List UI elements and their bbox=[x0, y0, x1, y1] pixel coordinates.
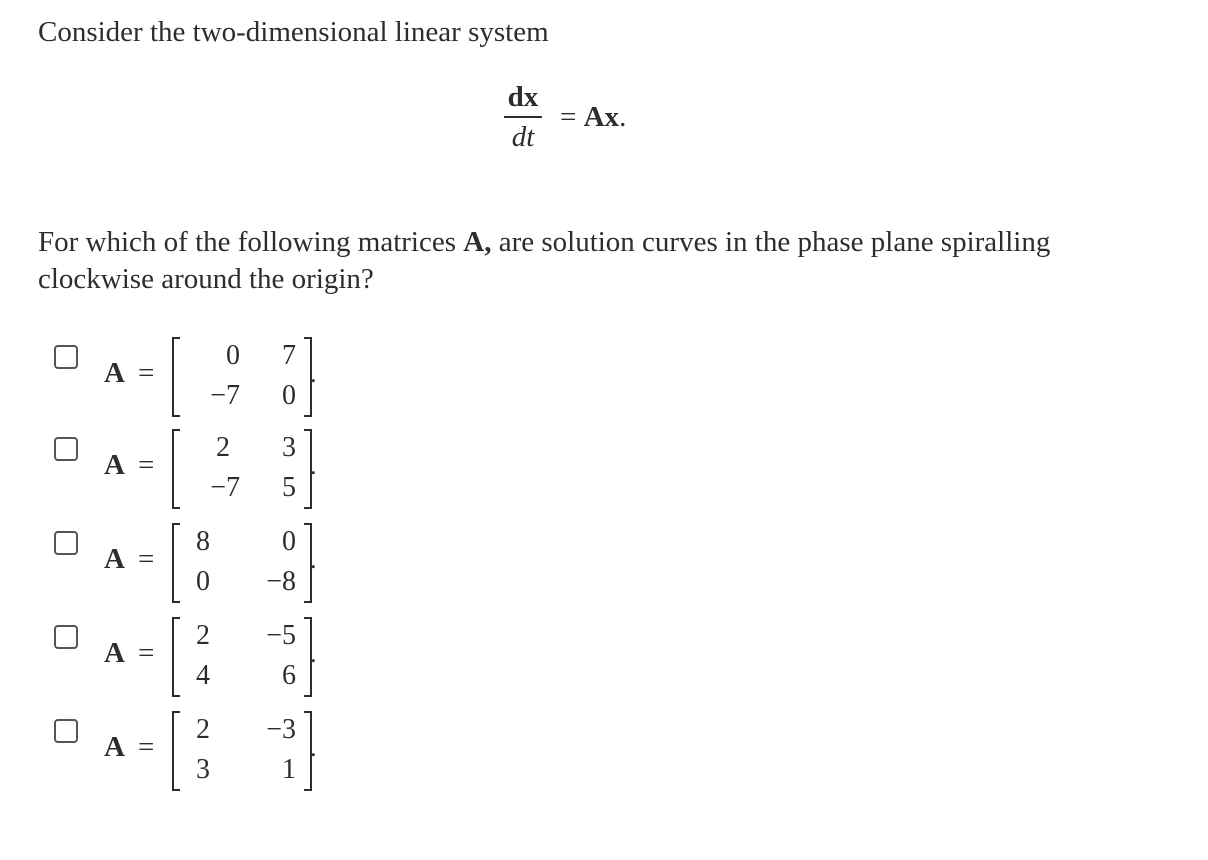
option-4-label: A bbox=[104, 637, 125, 669]
option-5-checkbox[interactable] bbox=[54, 719, 78, 743]
matrix-cell-11: 0 bbox=[226, 340, 240, 371]
option-4-period: . bbox=[310, 639, 317, 668]
option-3-label: A bbox=[104, 543, 125, 575]
fraction-bar bbox=[504, 116, 542, 118]
option-2-period: . bbox=[310, 451, 317, 480]
option-4-equals: = bbox=[138, 637, 155, 669]
option-3-period: . bbox=[310, 545, 317, 574]
option-3-matrix bbox=[172, 523, 312, 605]
question-bold-matrix: A, bbox=[463, 226, 492, 258]
option-2-label: A bbox=[104, 449, 125, 481]
question-part-1: For which of the following matrices bbox=[38, 226, 464, 258]
intro-text: Consider the two-dimensional linear system bbox=[38, 16, 549, 48]
matrix-cell-12: 0 bbox=[282, 526, 296, 557]
rhs-expression: Ax bbox=[583, 100, 620, 133]
equals-sign: = bbox=[560, 100, 577, 133]
option-5-label: A bbox=[104, 731, 125, 763]
question-text bbox=[38, 224, 1158, 298]
option-5-period: . bbox=[310, 733, 317, 762]
matrix-cell-22: 6 bbox=[282, 660, 296, 691]
matrix-cell-22: 0 bbox=[282, 380, 296, 411]
matrix-cell-11: 2 bbox=[196, 620, 210, 651]
option-1-checkbox[interactable] bbox=[54, 345, 78, 369]
equation-rhs bbox=[560, 101, 626, 134]
option-4-matrix bbox=[172, 617, 312, 699]
option-1-label: A bbox=[104, 357, 125, 389]
matrix-cell-22: −8 bbox=[266, 566, 296, 597]
matrix-cell-21: −7 bbox=[210, 472, 240, 503]
matrix-cell-12: −3 bbox=[266, 714, 296, 745]
option-2-checkbox[interactable] bbox=[54, 437, 78, 461]
rhs-period: . bbox=[619, 100, 627, 133]
matrix-cell-21: 3 bbox=[196, 754, 210, 785]
matrix-cell-22: 1 bbox=[282, 754, 296, 785]
option-1-period: . bbox=[310, 359, 317, 388]
matrix-cell-12: 7 bbox=[282, 340, 296, 371]
option-2-equals: = bbox=[138, 449, 155, 481]
fraction-denominator: dt bbox=[511, 121, 535, 153]
matrix-left-bracket bbox=[172, 429, 180, 509]
option-3-equals: = bbox=[138, 543, 155, 575]
matrix-cell-12: 3 bbox=[282, 432, 296, 463]
option-4-checkbox[interactable] bbox=[54, 625, 78, 649]
matrix-cell-21: −7 bbox=[210, 380, 240, 411]
option-1-matrix bbox=[172, 337, 312, 419]
matrix-cell-12: −5 bbox=[266, 620, 296, 651]
option-5-equals: = bbox=[138, 731, 155, 763]
matrix-cell-11: 2 bbox=[216, 432, 230, 463]
option-2-matrix bbox=[172, 429, 312, 511]
matrix-cell-11: 2 bbox=[196, 714, 210, 745]
option-1-equals: = bbox=[138, 357, 155, 389]
derivative-fraction bbox=[504, 80, 542, 154]
matrix-left-bracket bbox=[172, 337, 180, 417]
matrix-cell-21: 0 bbox=[196, 566, 210, 597]
question-part-2: are solution curves in the phase plane spiralling clockwise around the origin? bbox=[38, 226, 1051, 295]
fraction-numerator: dx bbox=[507, 81, 539, 113]
matrix-cell-22: 5 bbox=[282, 472, 296, 503]
option-5-matrix bbox=[172, 711, 312, 793]
matrix-cell-21: 4 bbox=[196, 660, 210, 691]
system-equation bbox=[504, 80, 626, 154]
matrix-cell-11: 8 bbox=[196, 526, 210, 557]
option-3-checkbox[interactable] bbox=[54, 531, 78, 555]
